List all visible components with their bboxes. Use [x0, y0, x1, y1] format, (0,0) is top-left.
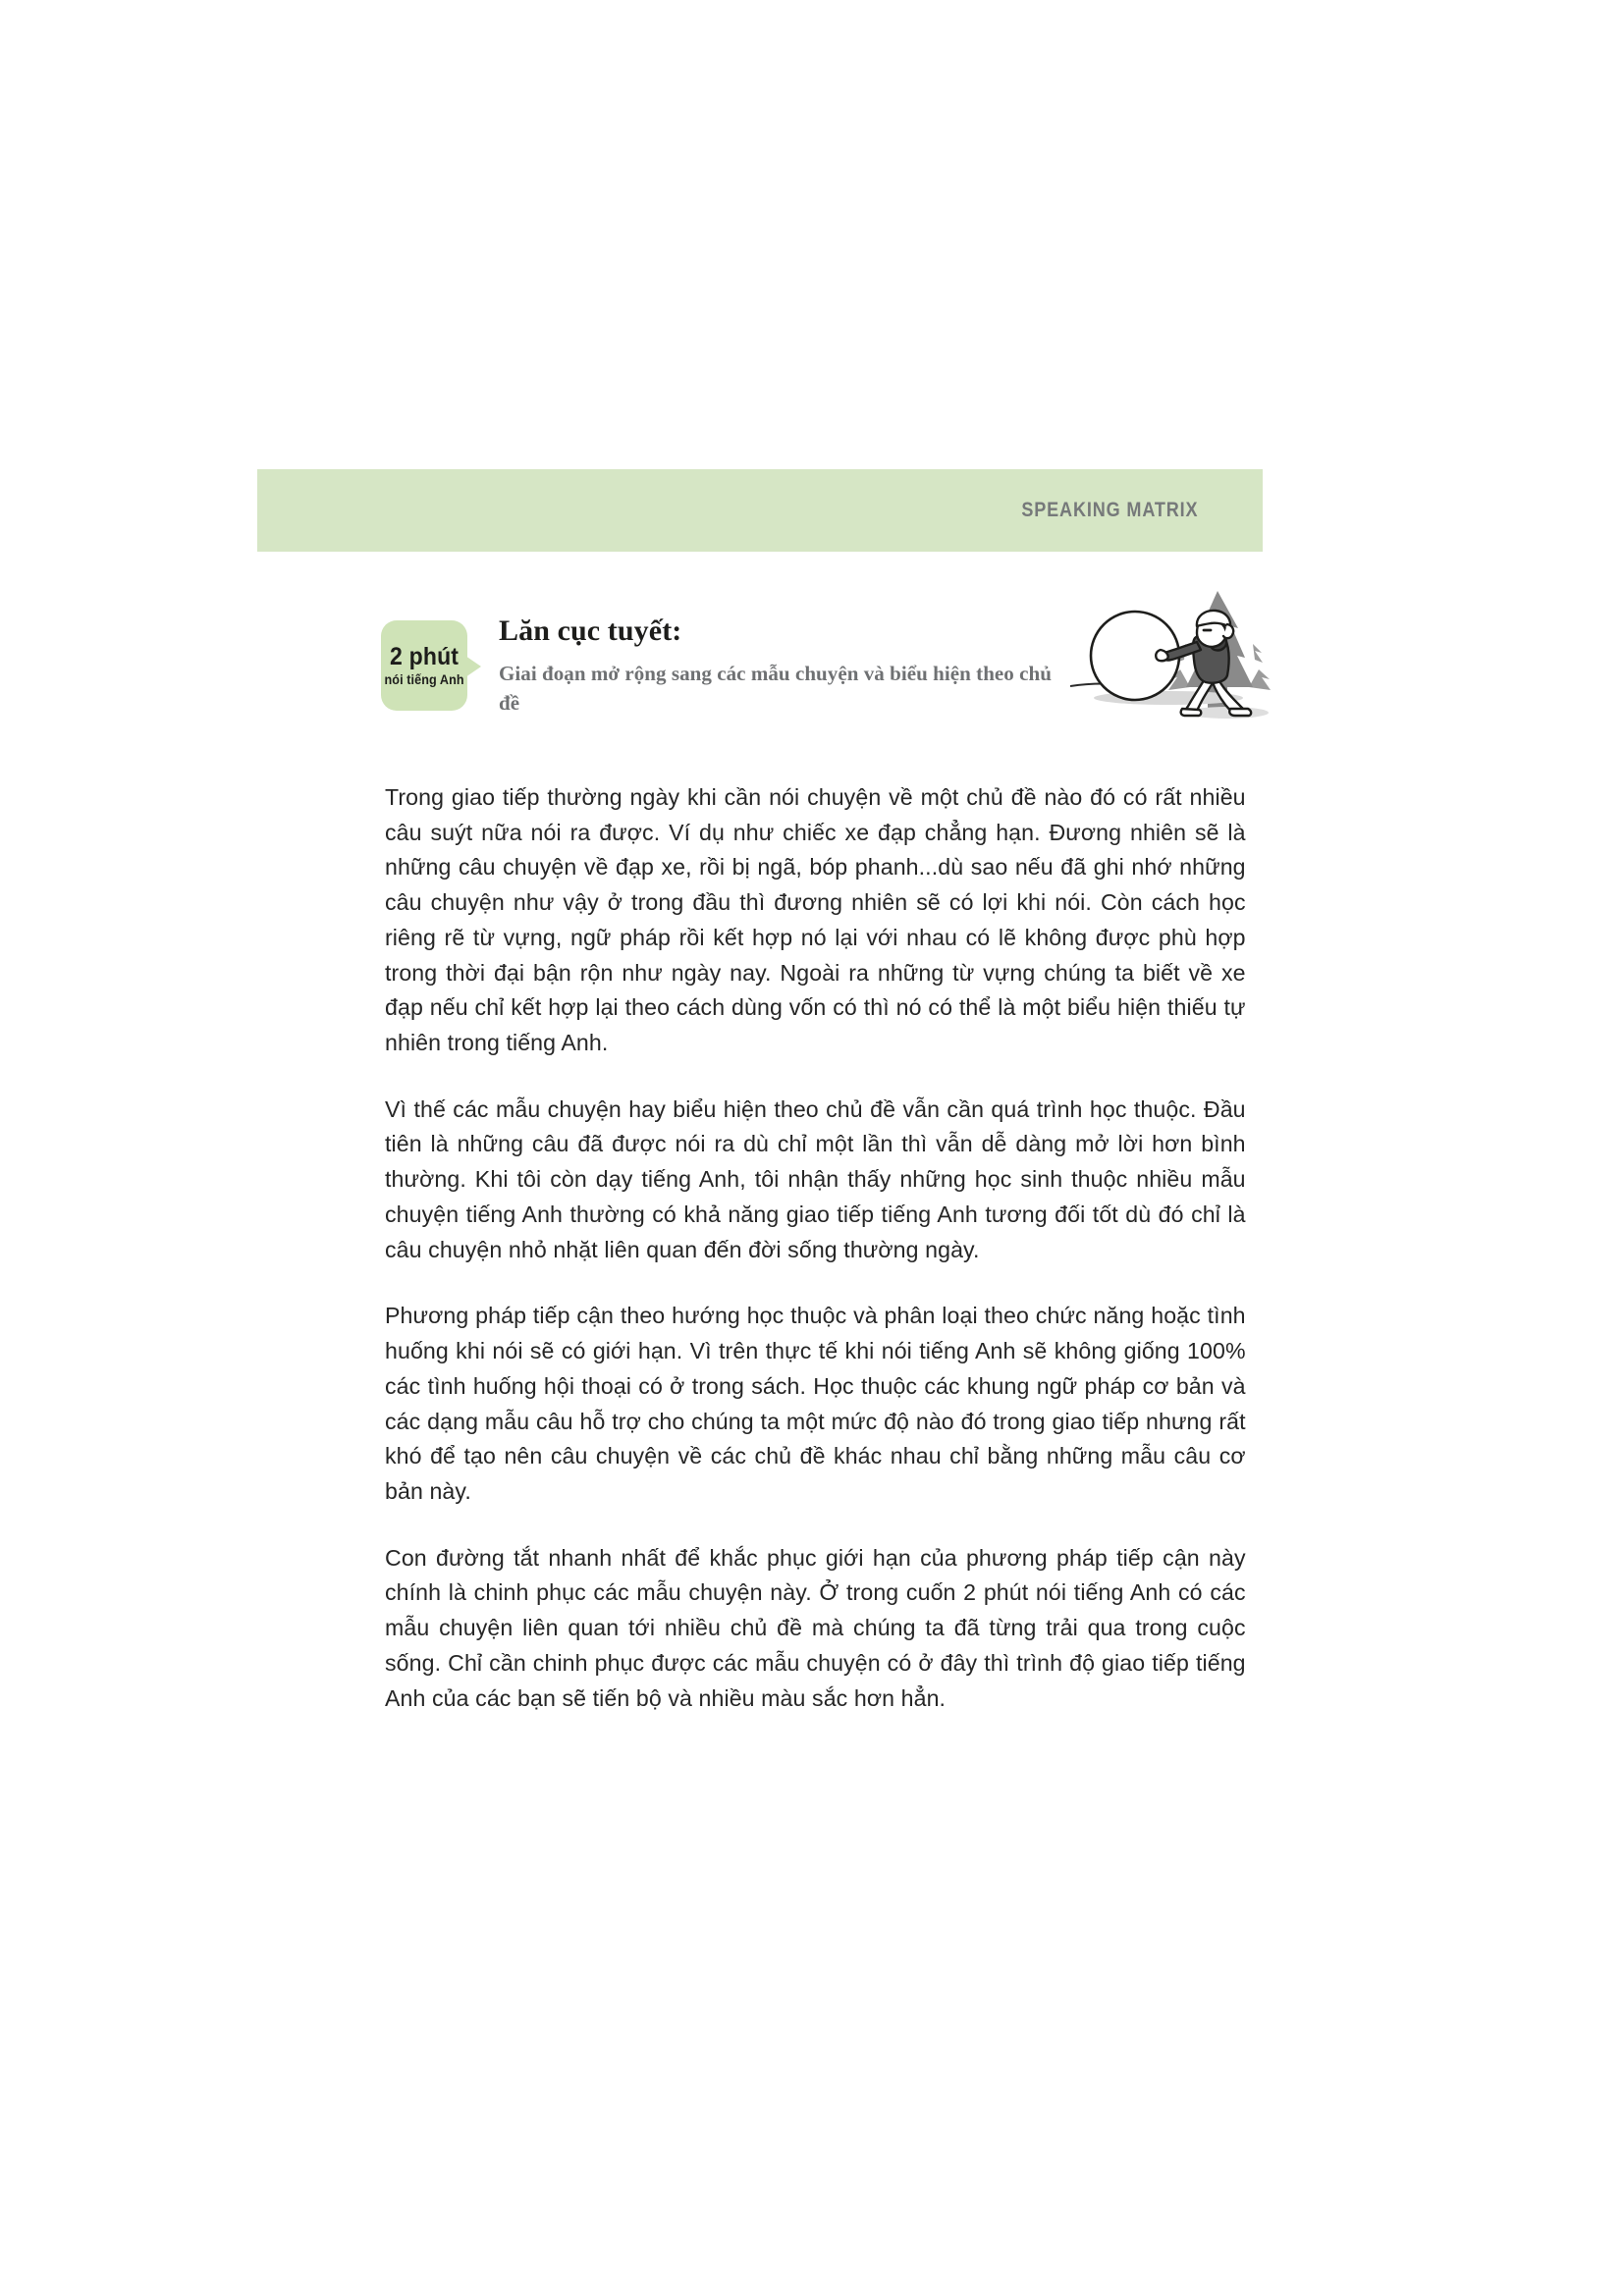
time-badge-minutes: 2 phút: [389, 643, 460, 670]
time-badge-bubble: [381, 620, 467, 711]
section-heading-text: [499, 613, 1068, 719]
section-title: Lăn cục tuyết:: [499, 614, 682, 647]
paragraph-3: Phương pháp tiếp cận theo hướng học thuộc và phân loại theo chức năng hoặc tình huống khi nói sẽ có giới hạn. Vì trên thực tế khi nói tiếng Anh sẽ không giống 100% các tình huống hội thoại có ở trong sách. Học thuộc các khung ngữ pháp cơ bản và các dạng mẫu câu hỗ trợ cho chúng ta một mức độ nào đó trong giao tiếp nhưng rất khó để tạo nên câu chuyện về các chủ đề khác nhau chỉ bằng những mẫu câu cơ bản này.: [385, 1303, 1246, 1504]
time-badge-pointer-icon: [465, 656, 481, 677]
paragraph-4: Con đường tắt nhanh nhất để khắc phục giới hạn của phương pháp tiếp cận này chính là chinh phục các mẫu chuyện này. Ở trong cuốn 2 phút nói tiếng Anh có các mẫu chuyện liên quan tới nhiều chủ đề mà chúng ta đã từng trải qua trong cuộc sống. Chỉ cần chinh phục được các mẫu chuyện có ở đây thì trình độ giao tiếp tiếng Anh của các bạn sẽ tiến bộ và nhiều màu sắc hơn hẳn.: [385, 1544, 1246, 1711]
paragraph-1: Trong giao tiếp thường ngày khi cần nói chuyện về một chủ đề nào đó có rất nhiều câu suýt nữa nói ra được. Ví dụ như chiếc xe đạp chẳng hạn. Đương nhiên sẽ là những câu chuyện về đạp xe, rồi bị ngã, bóp phanh...dù sao nếu đã ghi nhớ những câu chuyện như vậy ở trong đầu thì đương nhiên sẽ có lợi khi nói. Còn cách học riêng rẽ từ vựng, ngữ pháp rồi kết hợp nó lại với nhau có lẽ không được phù hợp trong thời đại bận rộn như ngày nay. Ngoài ra những từ vựng chúng ta biết về xe đạp nếu chỉ kết hợp lại theo cách dùng vốn có thì nó có thể là một biểu hiện thiếu tự nhiên trong tiếng Anh.: [385, 784, 1246, 1056]
body-copy: [385, 780, 1259, 1716]
snowball-illustration: [1070, 585, 1316, 762]
running-header-band: [257, 469, 1263, 552]
paragraph-2: Vì thế các mẫu chuyện hay biểu hiện theo chủ đề vẫn cần quá trình học thuộc. Đầu tiên là những câu đã được nói ra dù chỉ một lần thì vẫn dễ dàng mở lời hơn bình thường. Khi tôi còn dạy tiếng Anh, tôi nhận thấy những học sinh thuộc nhiều mẫu chuyện tiếng Anh thường có khả năng giao tiếp tiếng Anh tương đối tốt dù đó chỉ là câu chuyện nhỏ nhặt liên quan đến đời sống thường ngày.: [385, 1095, 1246, 1262]
time-badge-caption: nói tiếng Anh: [384, 671, 464, 687]
time-badge: [381, 620, 467, 711]
running-header-title: SPEAKING MATRIX: [1020, 499, 1198, 521]
section-subtitle: Giai đoạn mở rộng sang các mẫu chuyện và biểu hiện theo chủ đề: [499, 662, 1052, 716]
